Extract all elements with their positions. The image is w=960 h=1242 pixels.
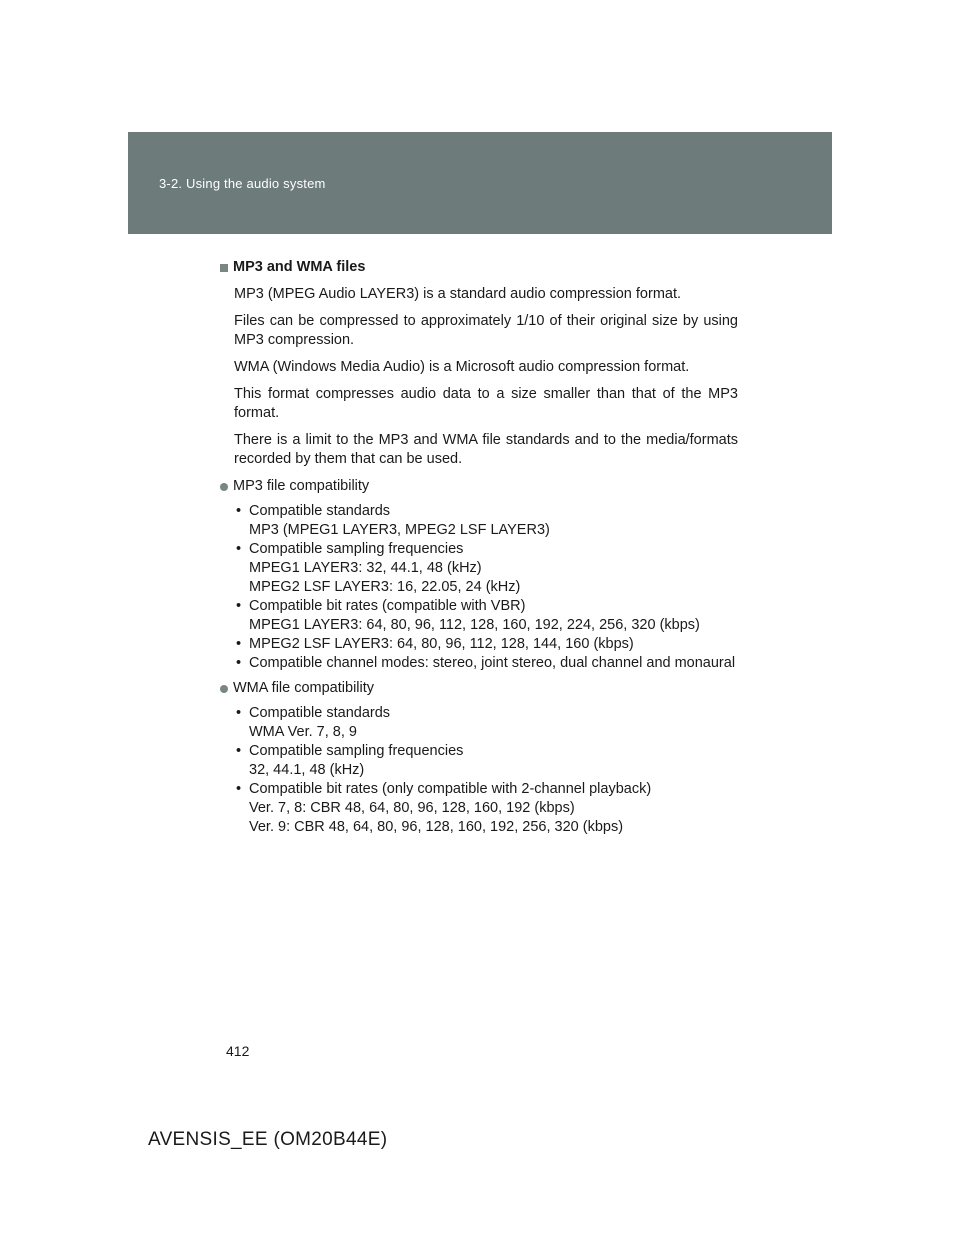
bullet-dot: • xyxy=(236,781,242,797)
paragraph: This format compresses audio data to a size smaller than that of the MP3 format. xyxy=(234,386,738,421)
bullet-dot: • xyxy=(236,636,242,652)
square-bullet-icon xyxy=(220,264,228,272)
paragraph: Files can be compressed to approximately 1/10 of their original size by using MP3 compression. xyxy=(234,313,738,348)
wma-compatibility-list xyxy=(216,704,738,837)
paragraph: There is a limit to the MP3 and WMA file standards and to the media/formats recorded by them that can be used. xyxy=(234,432,738,467)
circle-bullet-icon xyxy=(220,685,228,693)
bullet-dot: • xyxy=(236,598,242,614)
list-item: • Compatible bit rates (compatible with VBR) MPEG1 LAYER3: 64, 80, 96, 112, 128, 160, 192, 224, 256, 320 (kbps) xyxy=(236,598,700,633)
list-item: • Compatible sampling frequencies MPEG1 LAYER3: 32, 44.1, 48 (kHz) MPEG2 LSF LAYER3: 16, 22.05, 24 (kHz) xyxy=(236,541,521,595)
wma-compatibility-heading xyxy=(220,679,738,698)
paragraph: MP3 (MPEG Audio LAYER3) is a standard audio compression format. xyxy=(234,286,682,302)
bullet-dot: • xyxy=(236,503,242,519)
mp3-compatibility-title: MP3 file compatibility xyxy=(233,478,370,494)
circle-bullet-icon xyxy=(220,483,228,491)
list-item: • Compatible standards WMA Ver. 7, 8, 9 xyxy=(236,705,391,740)
section-heading xyxy=(216,258,738,277)
section-title: 3-2. Using the audio system xyxy=(159,176,326,191)
mp3-compatibility-list xyxy=(216,502,738,673)
wma-compatibility-title: WMA file compatibility xyxy=(233,680,375,696)
section-heading-text: MP3 and WMA files xyxy=(233,259,366,275)
page-content xyxy=(216,258,738,843)
section-header-bar xyxy=(128,132,832,234)
list-item: • Compatible sampling frequencies 32, 44.1, 48 (kHz) xyxy=(236,743,464,778)
list-item: • Compatible channel modes: stereo, joint stereo, dual channel and monaural xyxy=(236,655,736,671)
document-code: AVENSIS_EE (OM20B44E) xyxy=(148,1129,388,1150)
list-item: • Compatible bit rates (only compatible with 2-channel playback) Ver. 7, 8: CBR 48, 64, 80, 96, 128, 160, 192 (kbps) Ver. 9: CBR 48, 64, 80, 96, 128, 160, 192, 256, 320 (kbps) xyxy=(236,781,652,835)
paragraph: WMA (Windows Media Audio) is a Microsoft audio compression format. xyxy=(234,359,690,375)
bullet-dot: • xyxy=(236,743,242,759)
bullet-dot: • xyxy=(236,655,242,671)
bullet-dot: • xyxy=(236,541,242,557)
list-item: • MPEG2 LSF LAYER3: 64, 80, 96, 112, 128, 144, 160 (kbps) xyxy=(236,636,634,652)
mp3-compatibility-heading xyxy=(220,477,738,496)
page-number: 412 xyxy=(226,1043,250,1059)
list-item: • Compatible standards MP3 (MPEG1 LAYER3, MPEG2 LSF LAYER3) xyxy=(236,503,550,538)
bullet-dot: • xyxy=(236,705,242,721)
